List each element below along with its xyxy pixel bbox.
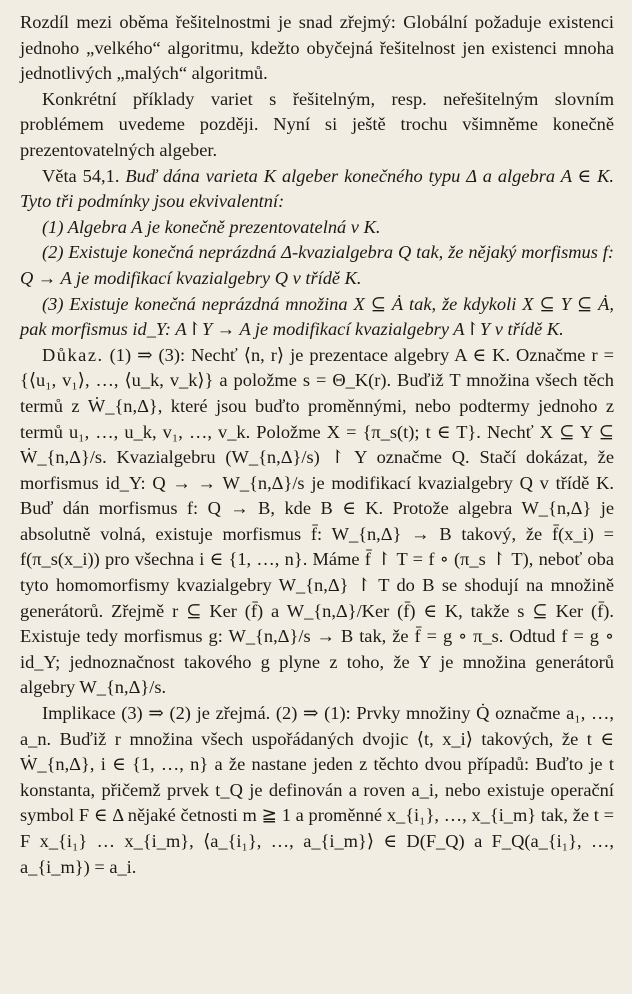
- theorem-condition-2: (2) Existuje konečná neprázdná Δ-kvazialgebra Q tak, že nějaký morfismus f: Q → A je modifikací kvazialgebry Q v třídě K.: [20, 242, 614, 288]
- proof-part-1: [20, 343, 614, 701]
- proof-part-2: Implikace (3) ⇒ (2) je zřejmá. (2) ⇒ (1): Prvky množiny Q̇ označme a₁, …, a_n. Buďiž r množina všech uspořádaných dvojic ⟨t, x_i⟩ takových, že t ∈ Ẇ_{n,Δ}, i ∈ {1, …, n} a že nastane jeden z těchto dvou případů: Buďto je t konstanta, přičemž prvek t_Q je definován a roven a_i, nebo existuje operační symbol F ∈ Δ nějaké četnosti m ≧ 1 a proměnné x_{i₁}, …, x_{i_m} tak, že t = F x_{i₁} … x_{i_m}, ⟨a_{i₁}, …, a_{i_m}⟩ ∈ D(F_Q) a F_Q(a_{i₁}, …, a_{i_m}) = a_i.: [20, 703, 614, 877]
- proof-text-1: (1) ⇒ (3): Nechť ⟨n, r⟩ je prezentace algebry A ∈ K. Označme r = {⟨u₁, v₁⟩, …, ⟨u_k, v_k⟩} a položme s = Θ_K(r). Buďiž T množina všech těch termů z Ẇ_{n,Δ}, které jsou buďto proměnnými, nebo podtermy jednoho z termů u₁, …, u_k, v₁, …, v_k. Položme X = {π_s(t); t ∈ T}. Nechť X ⊆ Y ⊆ Ẇ_{n,Δ}/s. Kvazialgebru (W_{n,Δ}/s) ↾ Y označme Q. Stačí dokázat, že morfismus id_Y: Q → → W_{n,Δ}/s je modifikací kvazialgebry Q v třídě K. Buď dán morfismus f: Q → B, kde B ∈ K. Protože algebra W_{n,Δ} je absolutně volná, existuje morfismus f̄: W_{n,Δ} → B takový, že f̄(x_i) = f(π_s(x_i)) pro všechna i ∈ {1, …, n}. Máme f̄ ↾ T = f ∘ (π_s ↾ T), neboť oba tyto homomorfismy kvazialgebry W_{n,Δ} ↾ T do B se shodují na množině generátorů. Zřejmě r ⊆ Ker (f̄) a W_{n,Δ}/Ker (f̄) ∈ K, takže s ⊆ Ker (f̄). Existuje tedy morfismus g: W_{n,Δ}/s → B tak, že f̄ = g ∘ π_s. Odtud f = g ∘ id_Y; jednoznačnost takového g plyne z toho, že Y je množina generátorů algebry W_{n,Δ}/s.: [20, 344, 614, 698]
- theorem-condition-3: (3) Existuje konečná neprázdná množina X ⊆ Ȧ tak, že kdykoli X ⊆ Y ⊆ Ȧ, pak morfismus id_Y: A↾Y → A je modifikací kvazialgebry A↾Y v třídě K.: [20, 293, 614, 340]
- proof: [20, 343, 614, 880]
- paragraph-examples: Konkrétní příklady variet s řešitelným, resp. neřešitelným slovním problémem uvedeme později. Nyní si ještě trochu všimněme konečně prezentovatelných algeber.: [20, 88, 614, 160]
- theorem-text: Buď dána varieta K algeber konečného typu Δ a algebra A ∈ K. Tyto tři podmínky jsou ekvivalentní:: [20, 165, 614, 212]
- theorem-condition-1: (1) Algebra A je konečně prezentovatelná v K.: [42, 216, 381, 237]
- theorem-label: Věta 54,1.: [42, 165, 120, 186]
- paragraph-intro: Rozdíl mezi oběma řešitelnostmi je snad zřejmý: Globální požaduje existenci jednoho „velkého“ algoritmu, kdežto obyčejná řešitelnost jen existenci mnoha jednotlivých „malých“ algoritmů.: [20, 12, 614, 84]
- theorem-statement: [20, 164, 614, 215]
- theorem-54-1: [20, 164, 614, 343]
- proof-label: Důkaz.: [42, 344, 104, 365]
